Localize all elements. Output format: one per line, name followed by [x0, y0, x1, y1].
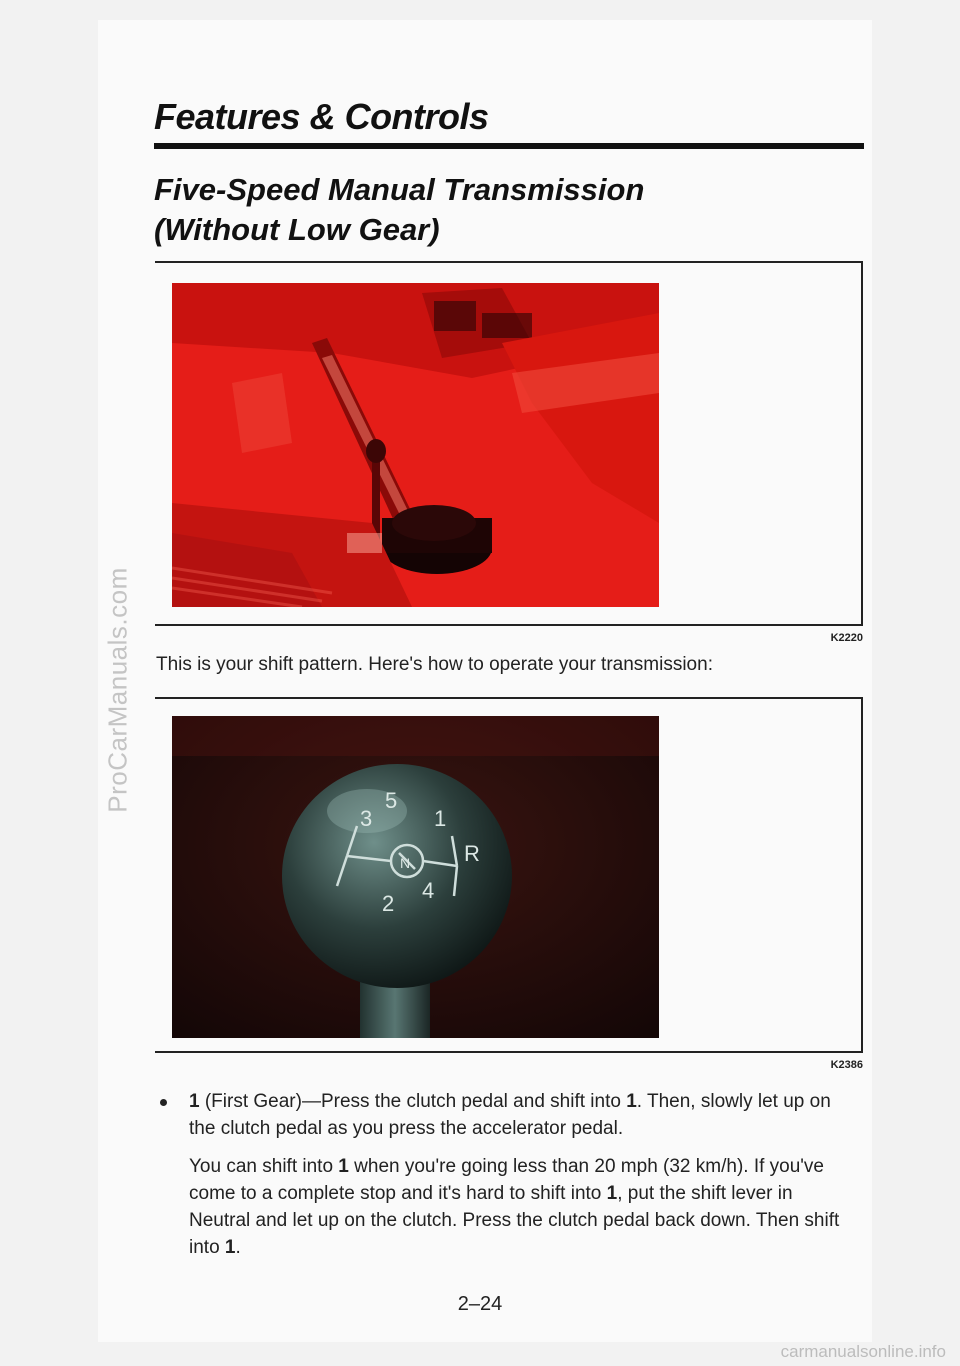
- shift-pattern-caption: This is your shift pattern. Here's how to operate your transmission:: [156, 654, 713, 675]
- knob-label-3: 3: [360, 806, 373, 831]
- note-text-c: , put the shift lever in Neutral and let up on the clutch. Press the clutch pedal back down. Then shift into: [189, 1183, 840, 1258]
- figure-code-1: K2220: [830, 632, 863, 644]
- knob-label-4: 4: [422, 878, 435, 903]
- figure-rule-2: [155, 1051, 861, 1053]
- figure-rule-1: [155, 624, 861, 626]
- first-gear-note: [189, 1153, 849, 1261]
- footer-watermark: carmanualsonline.info: [780, 1342, 946, 1361]
- first-gear-text: [189, 1088, 850, 1142]
- knob-label-1: 1: [434, 806, 447, 831]
- gear-number: 1: [606, 1183, 618, 1204]
- gear-number: 1: [189, 1091, 200, 1112]
- interior-floor-shifter-photo: [172, 283, 659, 607]
- title-line-1: Five-Speed Manual Transmission: [154, 172, 645, 207]
- first-gear-bullet: [160, 1088, 850, 1142]
- figure-frame-1: [155, 261, 863, 644]
- knob-label-2: 2: [382, 891, 395, 916]
- header-rule: [154, 143, 864, 149]
- knob-label-r: R: [464, 841, 480, 866]
- section-header: Features & Controls: [154, 96, 489, 137]
- side-watermark: ProCarManuals.com: [102, 567, 133, 813]
- gear-number: 1: [224, 1237, 236, 1258]
- figure-code-2: K2386: [830, 1059, 863, 1071]
- note-text-a: You can shift into: [189, 1156, 339, 1177]
- bullet-dot-icon: [160, 1099, 167, 1106]
- figure-frame-2: [155, 697, 863, 1071]
- bullet-text-a: (First Gear)—Press the clutch pedal and shift into: [199, 1091, 627, 1112]
- bullet-text-b: . Then, slowly let up on the clutch pedal as you press the accelerator pedal.: [189, 1091, 831, 1139]
- note-text-b: when you're going less than 20 mph (32 km/h). If you've come to a complete stop and it's hard to shift into: [189, 1156, 824, 1204]
- knob-label-n: N: [400, 855, 411, 871]
- gear-number: 1: [626, 1091, 637, 1112]
- note-text-d: .: [235, 1237, 241, 1258]
- page-title: [154, 170, 854, 250]
- title-line-2: (Without Low Gear): [154, 212, 440, 247]
- gear-number: 1: [338, 1156, 349, 1177]
- shift-knob-pattern-photo: [172, 716, 659, 1038]
- page-number: 2–24: [457, 1293, 503, 1315]
- knob-label-5: 5: [385, 788, 398, 813]
